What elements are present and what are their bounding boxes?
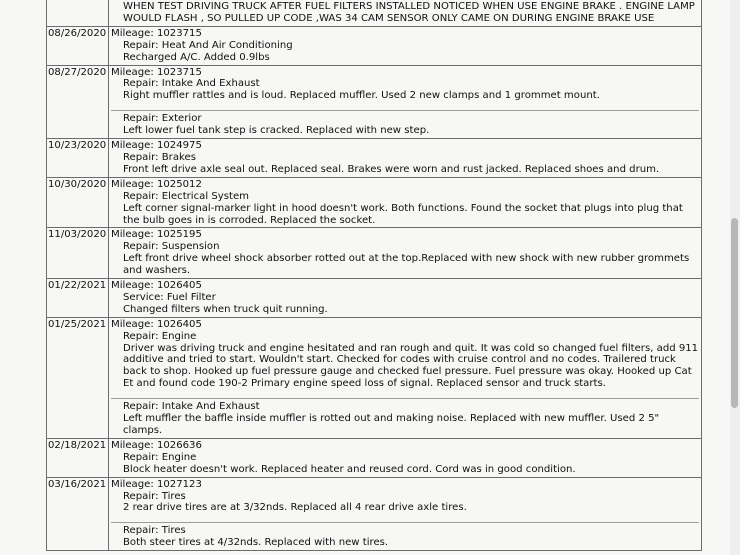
repair-record-row	[47, 177, 701, 228]
repair-type: Repair: Suspension	[123, 241, 220, 253]
repair-description: Driver was driving truck and engine hesitated and ran rough and quit. It was cold so changed fuel filters, add 911 additive and tried to start. Wouldn't start. Checked for codes with cruise control and no codes. Trailered truck back to shop. Hooked up fuel pressure gauge and checked fuel pressure. Fuel pressure was okay. Hooked up Cat Et and found code 190-2 Primary engine speed loss of signal. Replaced sensor and truck starts.	[123, 342, 699, 390]
record-date: 10/23/2020	[47, 139, 109, 177]
mileage-text: Mileage: 1026405	[111, 318, 202, 330]
repair-entry	[111, 398, 699, 438]
record-date: 02/18/2021	[47, 439, 109, 477]
repair-entry	[111, 110, 699, 138]
repair-record-row	[47, 278, 701, 317]
record-date: 11/03/2020	[47, 228, 109, 278]
repair-entry	[111, 452, 699, 477]
repair-entry	[111, 152, 699, 177]
mileage-text: Mileage: 1025012	[111, 178, 202, 190]
repair-entry	[111, 491, 699, 516]
record-date: 03/16/2021	[47, 478, 109, 551]
repair-record-row	[47, 317, 701, 438]
repair-entry	[111, 522, 699, 550]
record-details	[109, 439, 701, 477]
record-details	[109, 139, 701, 177]
record-date: 08/26/2020	[47, 27, 109, 65]
record-date: 10/30/2020	[47, 178, 109, 228]
repair-description: Both steer tires at 4/32nds. Replaced with new tires.	[123, 537, 389, 549]
record-details	[109, 66, 701, 139]
repair-type: Service: Fuel Filter	[123, 291, 216, 303]
repair-description: 2 rear drive tires are at 3/32nds. Replaced all 4 rear drive axle tires.	[123, 502, 467, 514]
mileage-text: Mileage: 1024975	[111, 140, 202, 152]
repair-entry	[111, 241, 699, 278]
record-details	[109, 478, 701, 551]
repair-description: Changed filters when truck quit running.	[123, 303, 328, 315]
mileage-text: Mileage: 1025195	[111, 229, 202, 241]
repair-type: Repair: Electrical System	[123, 190, 249, 202]
repair-type: Repair: Tires	[123, 525, 186, 537]
repair-record-row	[47, 477, 701, 551]
record-date: 01/22/2021	[47, 279, 109, 317]
record-details	[109, 178, 701, 228]
repair-record-row	[47, 138, 701, 177]
mileage-text: Mileage: 1026405	[111, 280, 202, 292]
repair-history-table	[46, 0, 702, 551]
mileage-text: Mileage: 1026636	[111, 439, 202, 451]
record-date	[47, 0, 109, 26]
repair-description: Block heater doesn't work. Replaced heater and reused cord. Cord was in good condition.	[123, 463, 576, 475]
repair-type: Repair: Intake And Exhaust	[123, 401, 260, 413]
repair-entry	[111, 292, 699, 317]
record-details	[109, 0, 701, 26]
repair-type: Repair: Heat And Air Conditioning	[123, 39, 293, 51]
repair-type: Repair: Brakes	[123, 151, 196, 163]
record-details	[109, 279, 701, 317]
repair-entry	[111, 191, 699, 228]
scrollbar-thumb[interactable]	[731, 218, 738, 408]
repair-description: Left muffler the baffle inside muffler is rotted out and making noise. Replaced with new muffler. Used 2 5" clamps.	[123, 413, 660, 436]
repair-record-row	[47, 26, 701, 65]
record-date: 08/27/2020	[47, 66, 109, 139]
repair-description: Left lower fuel tank step is cracked. Replaced with new step.	[123, 125, 430, 137]
record-details	[109, 318, 701, 438]
repair-record-row	[47, 227, 701, 278]
repair-description: Left front drive wheel shock absorber rotted out at the top.Replaced with new shock with new rubber grommets and washers.	[123, 253, 690, 277]
mileage-text: Mileage: 1023715	[111, 66, 202, 78]
repair-description: Recharged A/C. Added 0.9lbs	[123, 51, 270, 63]
record-details	[109, 27, 701, 65]
repair-entry	[111, 40, 699, 65]
repair-description: Left corner signal-marker light in hood doesn't work. Both functions. Found the socket that plugs into plug that the bulb goes in is corroded. Replaced the socket.	[123, 202, 683, 226]
repair-record-row	[47, 0, 701, 26]
repair-type: Repair: Intake And Exhaust	[123, 78, 260, 90]
mileage-text: Mileage: 1027123	[111, 478, 202, 490]
repair-description: Right muffler rattles and is loud. Replaced muffler. Used 2 new clamps and 1 grommet mount.	[123, 90, 600, 102]
repair-description: WHEN TEST DRIVING TRUCK AFTER FUEL FILTERS INSTALLED NOTICED WHEN USE ENGINE BRAKE . ENGINE LAMP WOULD FLASH , SO PULLED UP CODE ,WAS 34 CAM SENSOR ONLY CAME ON DURING ENGINE BRAKE USE	[123, 1, 695, 24]
repair-type: Repair: Tires	[123, 490, 186, 502]
repair-description: Front left drive axle seal out. Replaced seal. Brakes were worn and rust jacked. Replaced shoes and drum.	[123, 163, 660, 175]
repair-type: Repair: Engine	[123, 330, 197, 342]
record-date: 01/25/2021	[47, 318, 109, 438]
repair-entry	[111, 1, 699, 26]
repair-entry	[111, 78, 699, 103]
repair-entry	[111, 331, 699, 392]
repair-type: Repair: Engine	[123, 451, 197, 463]
mileage-text: Mileage: 1023715	[111, 27, 202, 39]
repair-record-row	[47, 438, 701, 477]
record-details	[109, 228, 701, 278]
repair-type: Repair: Exterior	[123, 113, 202, 125]
repair-record-row	[47, 65, 701, 139]
